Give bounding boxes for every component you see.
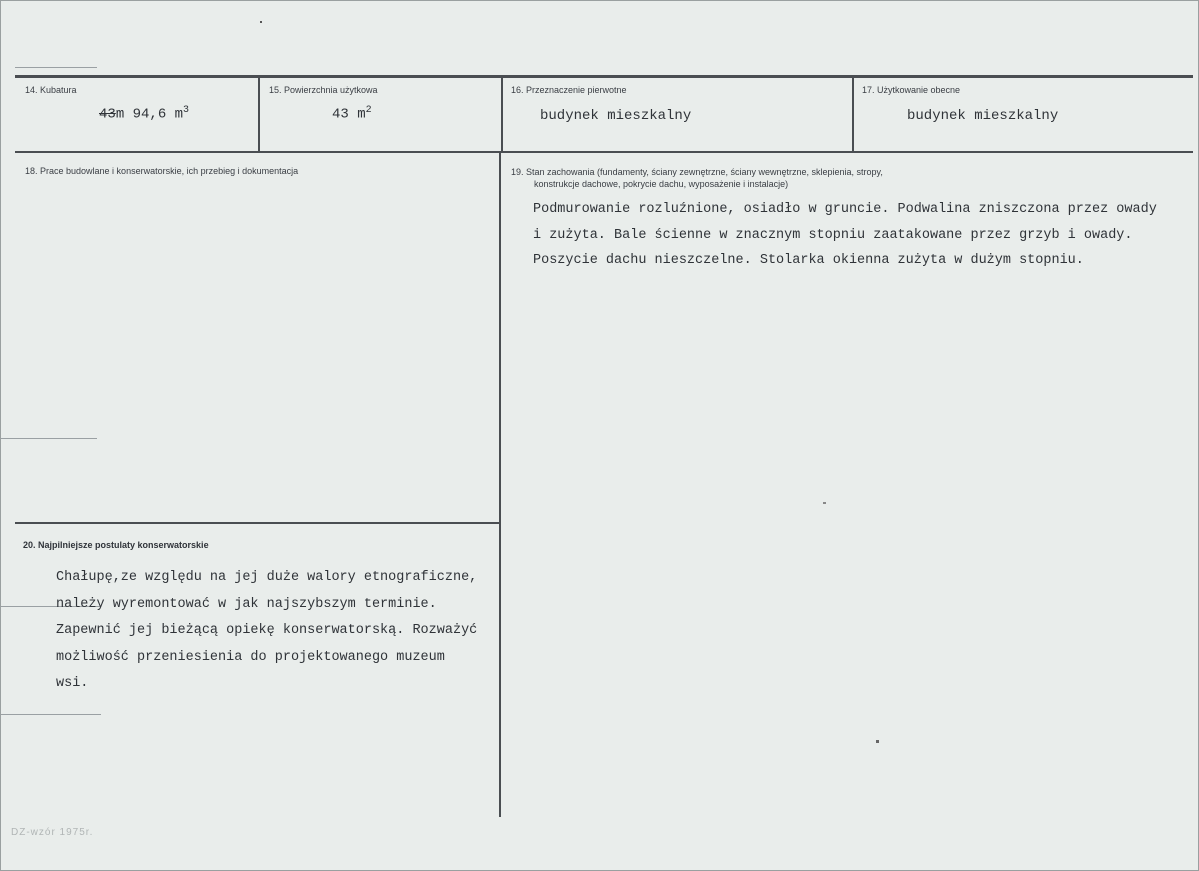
field-15-value <box>332 105 372 123</box>
top-rule <box>15 75 1193 78</box>
guide-mark <box>1 714 101 715</box>
row1-bottom-rule <box>15 151 1193 153</box>
divider-14-15 <box>258 75 260 153</box>
field-20-label: 20. Najpilniejsze postulaty konserwatorskie <box>23 540 209 550</box>
field-20-line: wsi. <box>56 676 89 691</box>
section18-bottom-rule <box>15 522 499 524</box>
dot-mark <box>260 21 262 23</box>
field-14-label: 14. Kubatura <box>25 85 77 95</box>
field-19-text <box>533 197 1157 274</box>
field-20-text <box>56 565 477 698</box>
guide-mark <box>1 438 97 439</box>
field-19-line: i zużyta. Bale ścienne w znacznym stopniu zaatakowane przez grzyb i owady. <box>533 227 1133 243</box>
divider-15-16 <box>501 75 503 153</box>
field-20-line: Chałupę,ze względu na jej duże walory etnograficzne, <box>56 570 478 585</box>
field-14-struck: 43 <box>99 106 116 123</box>
field-20-line: możliwość przeniesienia do projektowanego muzeum <box>56 649 445 665</box>
field-14-exponent: 3 <box>183 105 190 116</box>
field-15-exponent: 2 <box>365 105 372 116</box>
dot-mark <box>823 502 826 504</box>
form-code-mark: DZ-wzór 1975r. <box>11 827 94 838</box>
field-20-line: należy wyremontować w jak najszybszym terminie. <box>56 596 437 612</box>
main-divider <box>499 151 501 817</box>
field-16-label: 16. Przeznaczenie pierwotne <box>511 85 627 95</box>
field-18-label: 18. Prace budowlane i konserwatorskie, ich przebieg i dokumentacja <box>25 166 299 176</box>
field-19-label-line1: 19. Stan zachowania (fundamenty, ściany zewnętrzne, ściany wewnętrzne, sklepienia, stropy, <box>511 167 883 177</box>
field-16-value: budynek mieszkalny <box>540 108 692 124</box>
field-19-label <box>511 166 883 190</box>
field-15-text: 43 m <box>332 106 366 123</box>
field-20-line: Zapewnić jej bieżącą opiekę konserwatorską. Rozważyć <box>56 623 478 638</box>
field-17-label: 17. Użytkowanie obecne <box>862 85 961 95</box>
divider-16-17 <box>852 75 854 153</box>
dot-mark <box>876 740 879 743</box>
guide-mark <box>15 67 97 68</box>
field-14-value <box>99 105 189 123</box>
field-19-line: Podmurowanie rozluźnione, osiadło w gruncie. Podwalina zniszczona przez owady <box>533 202 1157 217</box>
field-15-label: 15. Powierzchnia użytkowa <box>269 85 378 95</box>
field-19-label-line2: konstrukcje dachowe, pokrycie dachu, wyposażenie i instalacje) <box>534 179 789 189</box>
field-19-line: Poszycie dachu nieszczelne. Stolarka okienna zużyta w dużym stopniu. <box>533 253 1084 268</box>
field-14-text: m 94,6 m <box>115 106 184 123</box>
field-17-value: budynek mieszkalny <box>907 108 1059 124</box>
